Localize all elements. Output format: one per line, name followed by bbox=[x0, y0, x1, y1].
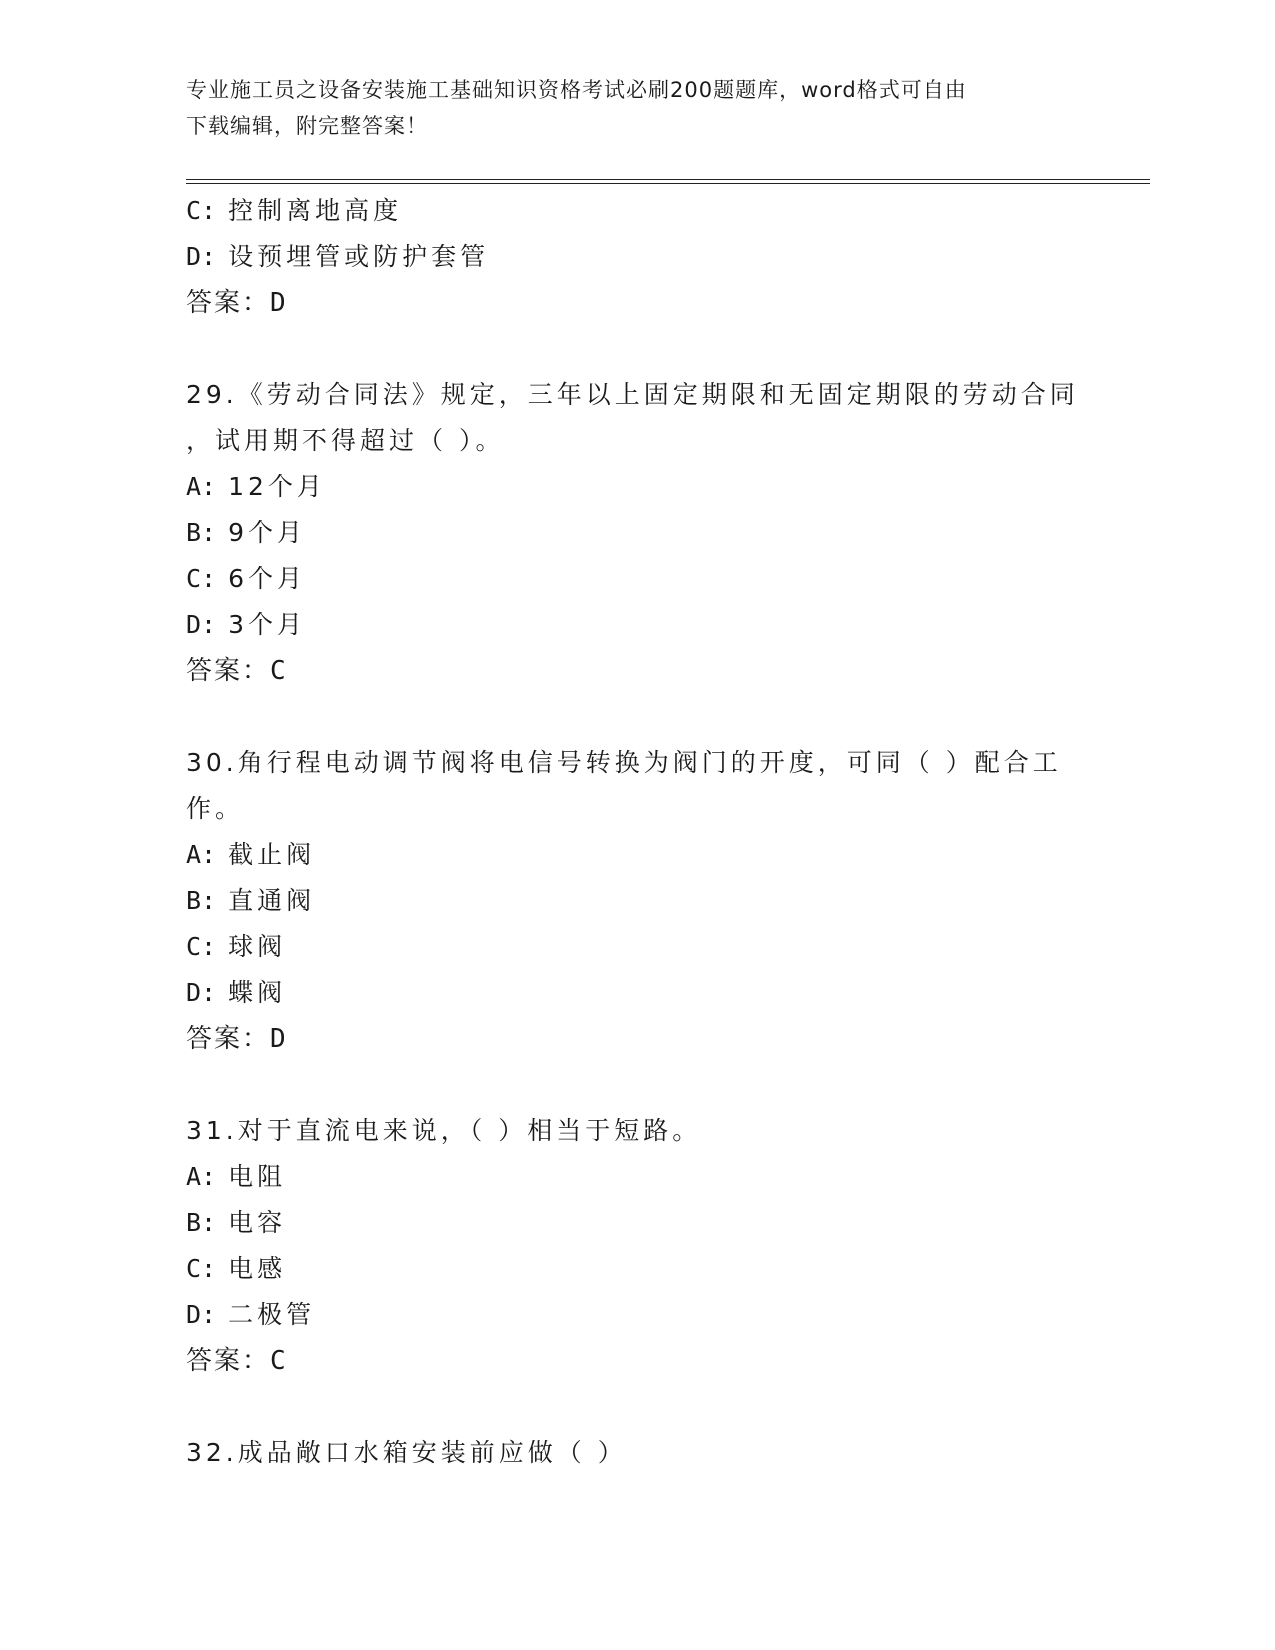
option-letter: C: bbox=[186, 564, 217, 593]
spacer bbox=[186, 694, 1086, 740]
answer-label: 答案： bbox=[186, 288, 271, 318]
question-text: 作。 bbox=[186, 794, 245, 823]
header-line-1: 专业施工员之设备安装施工基础知识资格考试必刷200题题库，word格式可自由 bbox=[186, 78, 967, 102]
option-letter: A: bbox=[186, 1162, 217, 1191]
option-letter: D: bbox=[186, 978, 217, 1007]
spacer bbox=[186, 1384, 1086, 1430]
option-letter: C: bbox=[186, 1254, 217, 1283]
option-letter: B: bbox=[186, 1208, 217, 1237]
option-c bbox=[186, 188, 1086, 234]
option-letter: D: bbox=[186, 610, 217, 639]
answer-label: 答案： bbox=[186, 1346, 271, 1376]
option-c bbox=[186, 1246, 1086, 1292]
option-b bbox=[186, 1200, 1086, 1246]
spacer bbox=[186, 326, 1086, 372]
answer-value: D bbox=[270, 1024, 288, 1054]
option-text: 电容 bbox=[228, 1208, 287, 1237]
question-30 bbox=[186, 740, 1086, 1062]
answer-line bbox=[186, 648, 1086, 694]
answer-value: D bbox=[270, 288, 288, 318]
answer-line bbox=[186, 1016, 1086, 1062]
question-31 bbox=[186, 1108, 1086, 1384]
option-d bbox=[186, 1292, 1086, 1338]
header-rule-bottom bbox=[186, 183, 1150, 184]
question-29 bbox=[186, 372, 1086, 694]
option-b bbox=[186, 878, 1086, 924]
question-text: 30.角行程电动调节阀将电信号转换为阀门的开度，可同（ ）配合工 bbox=[186, 748, 1062, 777]
question-text: 29.《劳动合同法》规定，三年以上固定期限和无固定期限的劳动合同 bbox=[186, 380, 1079, 409]
option-a bbox=[186, 464, 1086, 510]
header-line-2: 下载编辑，附完整答案！ bbox=[186, 114, 428, 138]
option-a bbox=[186, 832, 1086, 878]
question-partial bbox=[186, 188, 1086, 326]
option-d bbox=[186, 602, 1086, 648]
question-32 bbox=[186, 1430, 1086, 1476]
option-letter: B: bbox=[186, 518, 217, 547]
option-letter: B: bbox=[186, 886, 217, 915]
answer-line bbox=[186, 280, 1086, 326]
option-text: 3个月 bbox=[228, 610, 306, 639]
option-letter: D: bbox=[186, 242, 217, 271]
option-d bbox=[186, 970, 1086, 1016]
option-letter: A: bbox=[186, 840, 217, 869]
option-text: 设预埋管或防护套管 bbox=[228, 242, 490, 271]
answer-label: 答案： bbox=[186, 656, 271, 686]
document-body bbox=[186, 188, 1086, 1476]
option-text: 截止阀 bbox=[228, 840, 316, 869]
question-text: 32.成品敞口水箱安装前应做（ ） bbox=[186, 1438, 627, 1467]
option-letter: C: bbox=[186, 932, 217, 961]
option-text: 二极管 bbox=[228, 1300, 316, 1329]
question-text: 31.对于直流电来说，（ ）相当于短路。 bbox=[186, 1116, 702, 1145]
option-text: 12个月 bbox=[228, 472, 326, 501]
option-text: 电感 bbox=[228, 1254, 287, 1283]
option-letter: D: bbox=[186, 1300, 217, 1329]
spacer bbox=[186, 1062, 1086, 1108]
option-text: 直通阀 bbox=[228, 886, 316, 915]
option-text: 电阻 bbox=[228, 1162, 287, 1191]
option-text: 9个月 bbox=[228, 518, 306, 547]
option-c bbox=[186, 924, 1086, 970]
header-rule-top bbox=[186, 179, 1150, 180]
option-text: 蝶阀 bbox=[228, 978, 287, 1007]
option-c bbox=[186, 556, 1086, 602]
question-text: ，试用期不得超过（ ）。 bbox=[186, 426, 505, 455]
option-text: 球阀 bbox=[228, 932, 287, 961]
answer-value: C bbox=[270, 1346, 288, 1376]
document-header bbox=[186, 72, 1066, 144]
answer-label: 答案： bbox=[186, 1024, 271, 1054]
option-b bbox=[186, 510, 1086, 556]
option-text: 6个月 bbox=[228, 564, 306, 593]
answer-value: C bbox=[270, 656, 288, 686]
option-letter: C: bbox=[186, 196, 217, 225]
option-a bbox=[186, 1154, 1086, 1200]
option-text: 控制离地高度 bbox=[228, 196, 403, 225]
option-letter: A: bbox=[186, 472, 217, 501]
option-d bbox=[186, 234, 1086, 280]
answer-line bbox=[186, 1338, 1086, 1384]
